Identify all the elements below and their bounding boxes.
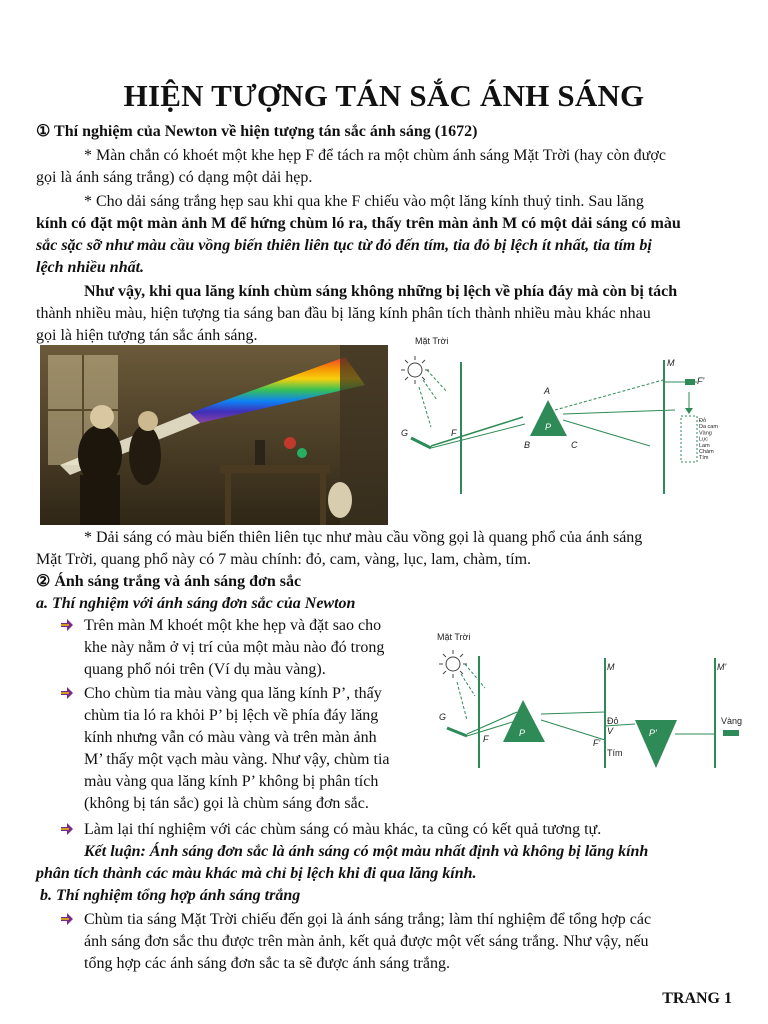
bullet-icon	[60, 912, 74, 926]
paragraph-1-line-1: * Màn chắn có khoét một khe hẹp F để tách ra một chùm ánh sáng Mặt Trời (hay còn được	[84, 147, 666, 164]
paragraph-3-line-1: Như vậy, khi qua lăng kính chùm sáng không những bị lệch về phía đáy mà còn bị tách	[84, 283, 678, 300]
sun-icon	[401, 356, 429, 384]
subsection-a-heading: a. Thí nghiệm với ánh sáng đơn sắc của Newton	[36, 595, 356, 612]
sun-icon	[439, 650, 467, 678]
section-2-heading: ② Ánh sáng trắng và ánh sáng đơn sắc	[36, 573, 302, 590]
bullet-2-line-1: Cho chùm tia màu vàng qua lăng kính P’, thấy	[84, 685, 382, 702]
label-F: F	[451, 428, 457, 438]
label-A: A	[544, 386, 551, 396]
conclusion-line-2: phân tích thành các màu khác mà chỉ bị lệch khi đi qua lăng kính.	[36, 865, 477, 882]
paragraph-3-line-2: thành nhiều màu, hiện tượng tia sáng ban đầu bị lăng kính phân tích thành nhiều màu khác nhau	[36, 305, 651, 322]
spectrum-label: Vàng	[699, 430, 712, 437]
label-F-prime: F'	[697, 376, 705, 386]
paragraph-2-line-3: sắc sặc sỡ như màu cầu vồng biến thiên liên tục từ đỏ đến tím, tia đỏ bị lệch ít nhất, tia tím bị	[36, 237, 652, 254]
label-C: C	[571, 440, 578, 450]
label-G-2: G	[439, 712, 447, 722]
label-F-2: F	[483, 734, 489, 744]
section-1-heading: ① Thí nghiệm của Newton về hiện tượng tán sắc ánh sáng (1672)	[36, 123, 478, 140]
spectrum-label: Lam	[699, 442, 710, 449]
label-tim: Tím	[607, 748, 623, 758]
spectrum-label: Tím	[699, 455, 709, 462]
label-F-prime-2: F'	[593, 738, 601, 748]
bullet-2-line-3: kính nhưng vẫn có màu vàng và trên màn ảnh	[84, 729, 377, 746]
bullet-1-line-3: quang phổ nói trên (Ví dụ màu vàng).	[84, 661, 326, 678]
label-B: B	[524, 440, 531, 450]
label-G: G	[401, 428, 409, 438]
bullet-4-line-3: tổng hợp các ánh sáng đơn sắc ta sẽ được ánh sáng trắng.	[84, 955, 450, 972]
bullet-1-line-1: Trên màn M khoét một khe hẹp và đặt sao cho	[84, 617, 382, 634]
subsection-b-heading: b. Thí nghiệm tổng hợp ánh sáng trắng	[40, 887, 301, 904]
bullet-icon	[60, 618, 74, 632]
conclusion-line-1: Kết luận: Ánh sáng đơn sắc là ánh sáng có một màu nhất định và không bị lăng kính	[84, 843, 649, 860]
bullet-3: Làm lại thí nghiệm với các chùm sáng có màu khác, ta cũng có kết quả tương tự.	[84, 821, 602, 838]
spectrum-label: Da cam	[699, 424, 718, 431]
label-P-2: P	[519, 728, 526, 738]
sun-label: Mặt Trời	[415, 336, 449, 346]
label-V: V	[607, 726, 614, 736]
label-M: M	[667, 358, 675, 368]
page-number: TRANG 1	[662, 990, 732, 1007]
bullet-2-line-6: (không bị tán sắc) gọi là chùm sáng đơn sắc.	[84, 795, 369, 812]
spectrum-label: Đỏ	[699, 418, 707, 424]
bullet-2-line-2: chùm tia ló ra khỏi P’ bị lệch về phía đáy lăng	[84, 707, 379, 724]
bullet-2-line-5: màu vàng qua lăng kính P’ không bị phân tích	[84, 773, 379, 790]
bullet-icon	[60, 686, 74, 700]
paragraph-2-line-4: lệch nhiều nhất.	[36, 259, 145, 276]
label-M-2: M	[607, 662, 615, 672]
label-M-prime: M'	[717, 662, 727, 672]
monochromatic-light-diagram	[435, 628, 745, 778]
bullet-4-line-2: ánh sáng đơn sắc thu được trên màn ảnh, kết quả được một vết sáng trắng. Như vậy, nếu	[84, 933, 649, 950]
bullet-4-line-1: Chùm tia sáng Mặt Trời chiếu đến gọi là ánh sáng trắng; làm thí nghiệm để tổng hợp các	[84, 911, 652, 928]
sun-label-2: Mặt Trời	[437, 632, 471, 642]
paragraph-4-line-1: * Dải sáng có màu biến thiên liên tục như màu cầu vồng gọi là quang phổ của ánh sáng	[84, 529, 643, 546]
label-vang: Vàng	[721, 716, 743, 726]
bullet-1-line-2: khe này nằm ở vị trí của một màu nào đó trong	[84, 639, 385, 656]
newton-experiment-illustration	[40, 345, 388, 525]
spectrum-labels	[699, 417, 718, 461]
label-P: P	[545, 422, 552, 432]
paragraph-2-line-2: kính có đặt một màn ảnh M để hứng chùm ló ra, thấy trên màn ảnh M có một dải sáng có màu	[36, 215, 681, 232]
bullet-2-line-4: M’ thấy một vạch màu vàng. Như vậy, chùm tia	[84, 751, 390, 768]
label-do: Đỏ	[607, 716, 619, 726]
paragraph-2-line-1: * Cho dải sáng trắng hẹp sau khi qua khe F chiếu vào một lăng kính thuỷ tinh. Sau lăng	[84, 193, 644, 210]
paragraph-3-line-3: gọi là hiện tượng tán sắc ánh sáng.	[36, 327, 258, 344]
spectrum-label: Chàm	[699, 449, 714, 455]
spectrum-label: Lục	[699, 436, 708, 443]
prism-dispersion-diagram	[395, 332, 735, 502]
paragraph-1-line-2: gọi là ánh sáng trắng) có dạng một dải hẹp.	[36, 169, 313, 186]
label-P-prime: P'	[649, 728, 657, 738]
paragraph-4-line-2: Mặt Trời, quang phổ này có 7 màu chính: đỏ, cam, vàng, lục, lam, chàm, tím.	[36, 551, 532, 568]
page-title: HIỆN TƯỢNG TÁN SẮC ÁNH SÁNG	[123, 78, 645, 113]
bullet-icon	[60, 822, 74, 836]
